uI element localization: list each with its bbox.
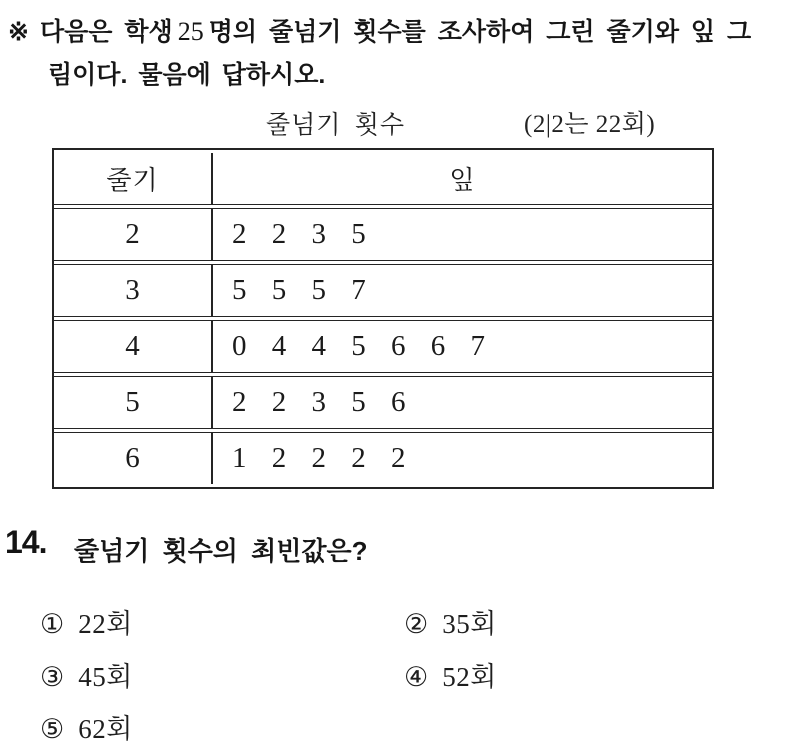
table-key-note: (2|2는 22회) — [524, 111, 656, 138]
option-4-circled-number: ④ — [404, 662, 429, 692]
table-row — [54, 264, 712, 317]
instruction-text-post: 명의 줄넘기 횟수를 조사하여 그린 줄기와 잎 그 — [208, 18, 752, 46]
leaf-cell: 5 5 5 7 — [213, 264, 712, 317]
instruction-text-pre: 다음은 학생 — [40, 18, 173, 46]
answer-option-3[interactable] — [40, 655, 133, 694]
stem-cell: 4 — [54, 320, 213, 373]
answer-option-1[interactable] — [40, 602, 133, 641]
leaf-cell: 2 2 3 5 6 — [213, 376, 712, 429]
leaf-column-header: 잎 — [213, 153, 712, 205]
table-row — [54, 432, 712, 484]
table-row — [54, 320, 712, 373]
option-2-label: 35회 — [442, 609, 497, 639]
table-title: 줄넘기 횟수 — [266, 112, 406, 139]
student-count: 25 — [177, 17, 204, 46]
stem-cell: 5 — [54, 376, 213, 429]
option-1-label: 22회 — [78, 609, 133, 639]
instruction-block — [8, 10, 798, 97]
stem-leaf-table — [52, 148, 714, 489]
stem-cell: 6 — [54, 432, 213, 484]
option-5-circled-number: ⑤ — [40, 714, 65, 744]
instruction-line1 — [8, 10, 798, 54]
reference-mark: ※ — [8, 18, 29, 46]
option-3-circled-number: ③ — [40, 662, 65, 692]
table-header-row — [54, 153, 712, 205]
stem-cell: 3 — [54, 264, 213, 317]
option-5-label: 62회 — [78, 714, 133, 744]
answer-option-2[interactable] — [404, 602, 497, 641]
leaf-cell: 2 2 3 5 — [213, 208, 712, 261]
option-3-label: 45회 — [78, 662, 133, 692]
question-number: 14. — [5, 524, 47, 560]
answer-option-5[interactable] — [40, 707, 133, 746]
table-row — [54, 376, 712, 429]
option-1-circled-number: ① — [40, 609, 65, 639]
option-2-circled-number: ② — [404, 609, 429, 639]
option-4-label: 52회 — [442, 662, 497, 692]
stem-cell: 2 — [54, 208, 213, 261]
leaf-cell: 1 2 2 2 2 — [213, 432, 712, 484]
leaf-cell: 0 4 4 5 6 6 7 — [213, 320, 712, 373]
answer-option-4[interactable] — [404, 655, 497, 694]
instruction-line2: 림이다. 물음에 답하시오. — [48, 61, 326, 89]
question-text: 줄넘기 횟수의 최빈값은? — [74, 536, 368, 566]
table-row — [54, 208, 712, 261]
stem-column-header: 줄기 — [54, 153, 213, 205]
